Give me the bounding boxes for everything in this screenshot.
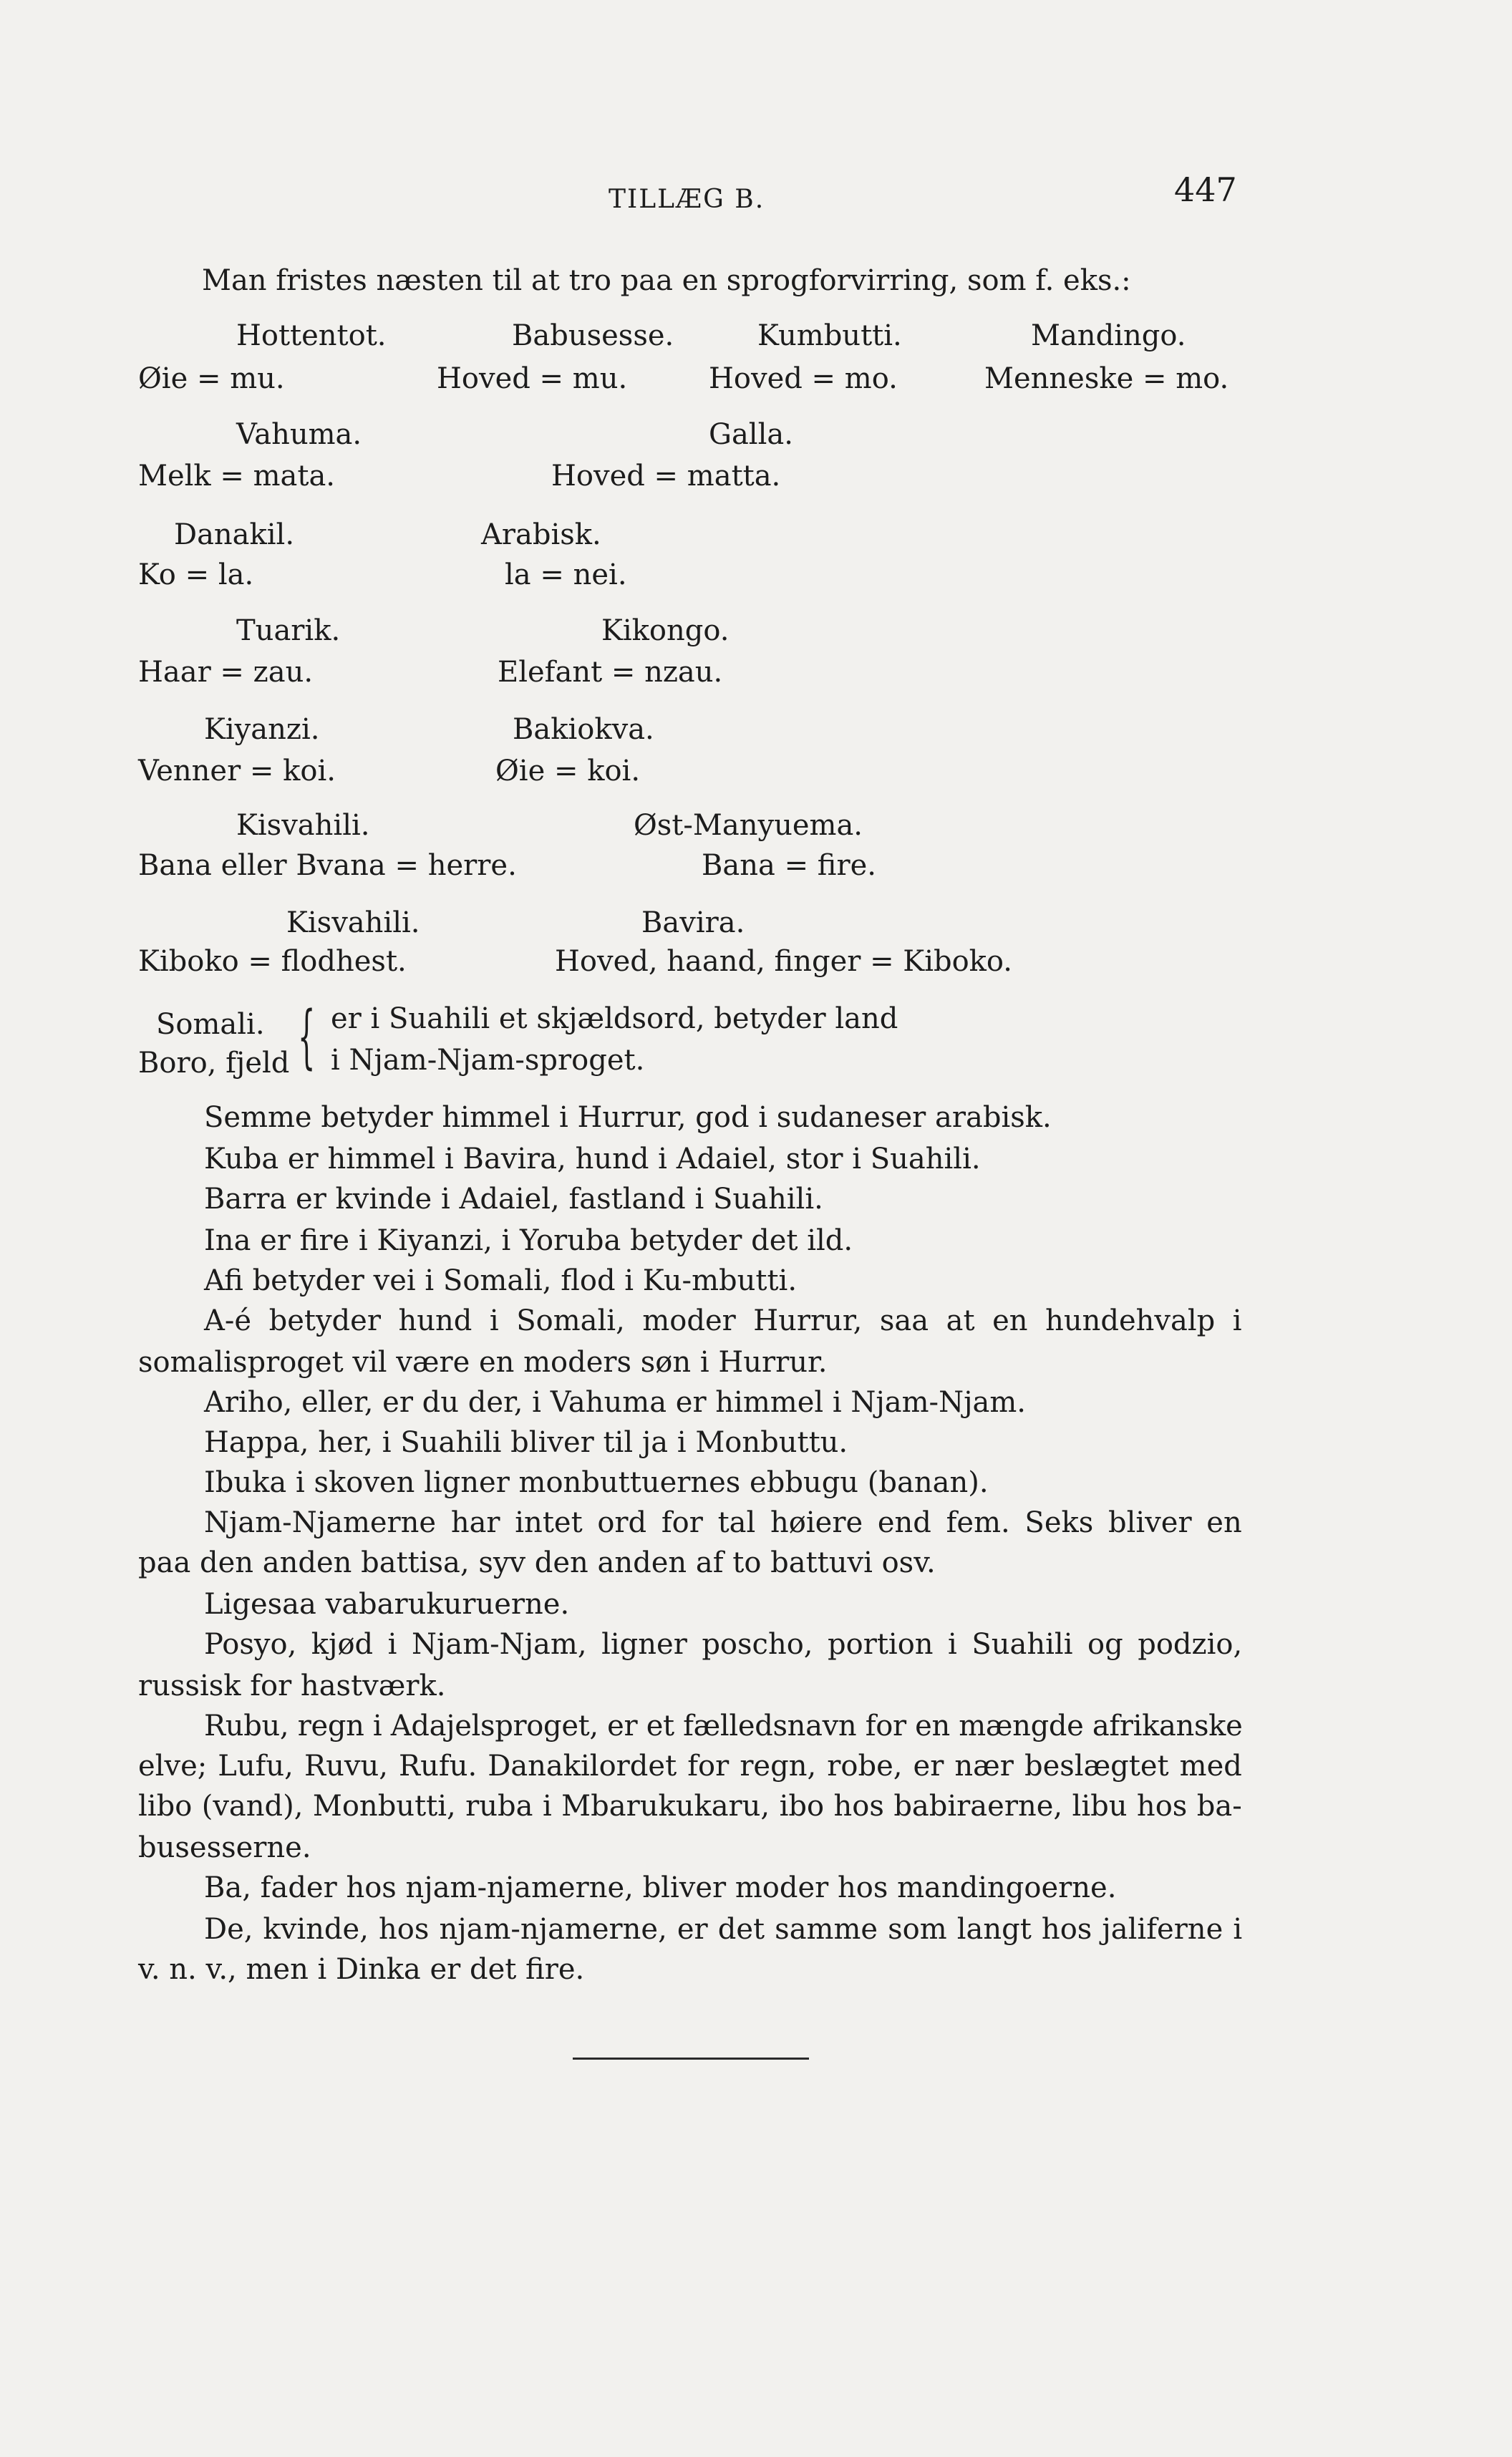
word-equation: Øie = koi. — [495, 755, 641, 788]
text-line: Semme betyder himmel i Hurrur, god i sudaneser arabisk. — [204, 1101, 1052, 1134]
word-equation: la = nei. — [505, 558, 627, 591]
curly-brace: { — [298, 997, 316, 1077]
somali-definition: i Njam-Njam-sproget. — [331, 1044, 645, 1077]
language-name: Vahuma. — [236, 418, 362, 451]
language-name: Bavira. — [641, 906, 745, 939]
text-line: Ariho, eller, er du der, i Vahuma er himmel i Njam-Njam. — [204, 1386, 1026, 1419]
text-line: Ina er fire i Kiyanzi, i Yoruba betyder det ild. — [204, 1224, 853, 1257]
text-line: v. n. v., men i Dinka er det fire. — [138, 1953, 585, 1986]
text-line: De, kvinde, hos njam-njamerne, er det samme som langt hos jaliferne i — [204, 1913, 1243, 1946]
word-equation: Venner = koi. — [138, 755, 336, 788]
text-line: busesserne. — [138, 1831, 311, 1864]
somali-term: Boro, fjeld — [138, 1047, 290, 1080]
text-line: Ibuka i skoven ligner monbuttuernes ebbugu (banan). — [204, 1466, 989, 1499]
word-equation: Hoved, haand, finger = Kiboko. — [555, 945, 1013, 978]
text-line: russisk for hastværk. — [138, 1670, 446, 1702]
word-equation: Hoved = matta. — [551, 460, 781, 493]
language-name: Arabisk. — [481, 518, 601, 551]
text-line: Ba, fader hos njam-njamerne, bliver moder hos mandingoerne. — [204, 1871, 1117, 1904]
language-name: Kisvahili. — [236, 809, 370, 842]
word-equation: Ko = la. — [138, 558, 254, 591]
text-line: Barra er kvinde i Adaiel, fastland i Suahili. — [204, 1183, 823, 1216]
word-equation: Bana = fire. — [702, 849, 876, 882]
text-line: elve; Lufu, Ruvu, Rufu. Danakilordet for regn, robe, er nær beslægtet med — [138, 1750, 1242, 1783]
word-equation: Elefant = nzau. — [498, 656, 723, 689]
language-name: Kikongo. — [601, 614, 730, 647]
language-name: Galla. — [709, 418, 793, 451]
somali-term: Somali. — [156, 1008, 265, 1041]
word-equation: Kiboko = flodhest. — [138, 945, 407, 978]
text-line: Posyo, kjød i Njam-Njam, ligner poscho, portion i Suahili og podzio, — [204, 1628, 1243, 1661]
running-header: TILLÆG B. — [609, 185, 765, 214]
language-name: Tuarik. — [236, 614, 341, 647]
text-line: libo (vand), Monbutti, ruba i Mbarukukaru, ibo hos babiraerne, libu hos ba- — [138, 1790, 1242, 1823]
text-line: Rubu, regn i Adajelsproget, er et fælledsnavn for en mængde afrikanske — [204, 1710, 1243, 1743]
language-name: Mandingo. — [1031, 319, 1186, 352]
text-line: Njam-Njamerne har intet ord for tal høiere end fem. Seks bliver en — [204, 1506, 1242, 1539]
text-line: Happa, her, i Suahili bliver til ja i Monbuttu. — [204, 1426, 848, 1459]
text-line: Kuba er himmel i Bavira, hund i Adaiel, stor i Suahili. — [204, 1143, 981, 1176]
word-equation: Melk = mata. — [138, 460, 336, 493]
text-line: Ligesaa vabarukuruerne. — [204, 1588, 570, 1621]
word-equation: Hoved = mu. — [437, 362, 628, 395]
language-name: Kumbutti. — [757, 319, 902, 352]
language-name: Babusesse. — [512, 319, 674, 352]
word-equation: Øie = mu. — [138, 362, 285, 395]
somali-definition: er i Suahili et skjældsord, betyder land — [331, 1002, 898, 1035]
word-equation: Bana eller Bvana = herre. — [138, 849, 517, 882]
language-name: Danakil. — [174, 518, 295, 551]
closing-rule — [573, 2058, 809, 2060]
text-line: somalisproget vil være en moders søn i Hurrur. — [138, 1346, 828, 1379]
intro-line: Man fristes næsten til at tro paa en sprogforvirring, som f. eks.: — [202, 264, 1131, 297]
language-name: Øst-Manyuema. — [634, 809, 863, 842]
word-equation: Hoved = mo. — [709, 362, 898, 395]
word-equation: Haar = zau. — [138, 656, 314, 689]
text-line: paa den anden battisa, syv den anden af to battuvi osv. — [138, 1546, 936, 1579]
text-line: Afi betyder vei i Somali, flod i Ku-mbutti. — [204, 1264, 798, 1297]
language-name: Kisvahili. — [286, 906, 420, 939]
text-line: A-é betyder hund i Somali, moder Hurrur, saa at en hundehvalp i — [204, 1304, 1242, 1337]
word-equation: Menneske = mo. — [984, 362, 1229, 395]
language-name: Hottentot. — [236, 319, 387, 352]
language-name: Bakiokva. — [513, 713, 654, 746]
page-number: 447 — [1174, 170, 1237, 209]
language-name: Kiyanzi. — [204, 713, 320, 746]
